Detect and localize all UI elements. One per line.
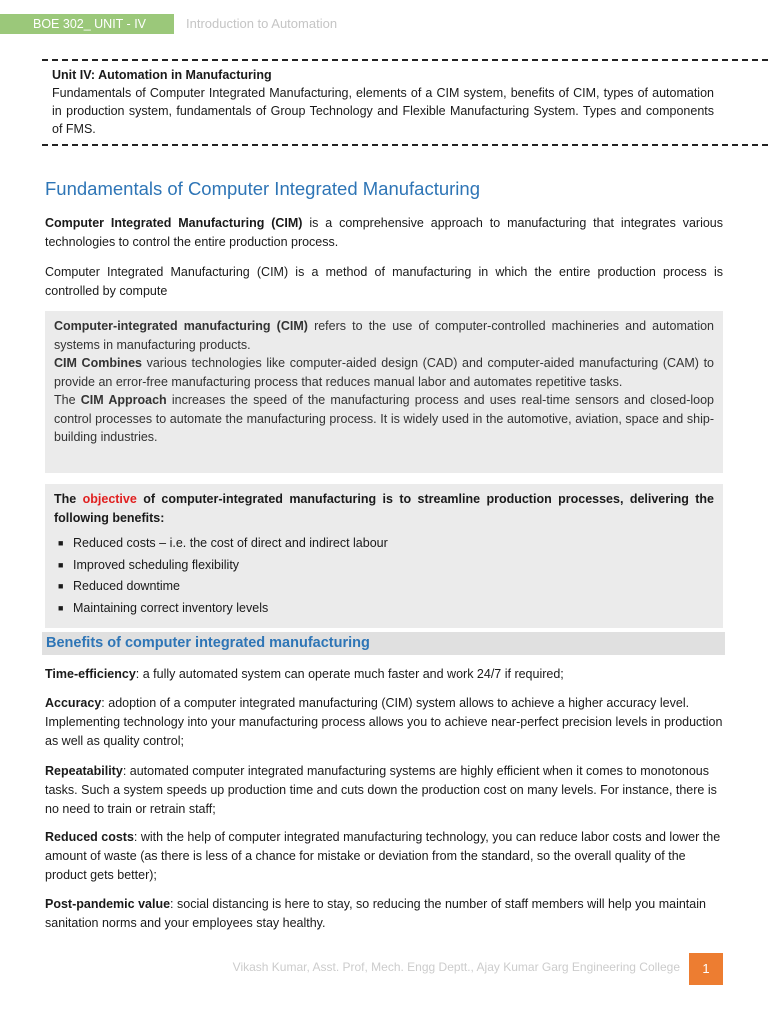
benefit-repeatability xyxy=(45,762,723,819)
page-header xyxy=(0,14,768,34)
intro-paragraph-1 xyxy=(45,214,723,252)
list-item-text: Reduced costs – i.e. the cost of direct and indirect labour xyxy=(73,536,388,550)
approach-term: CIM Approach xyxy=(80,393,167,407)
footer-credit: Vikash Kumar, Asst. Prof, Mech. Engg Deptt., Ajay Kumar Garg Engineering College xyxy=(232,960,680,974)
unit-description: Fundamentals of Computer Integrated Manufacturing, elements of a CIM system, benefits of CIM, types of automation in production system, fundamentals of Group Technology and Flexible Manufacturing System. Types and components of FMS. xyxy=(52,86,714,136)
objective-keyword: objective xyxy=(82,492,137,506)
section-heading-benefits-bar xyxy=(42,632,725,655)
combines-text: various technologies like computer-aided design (CAD) and computer-aided manufacturing (CAM) to provide an error-free manufacturing process that reduces manual labor and automates repetitive tasks. xyxy=(54,356,714,389)
list-item-text: Maintaining correct inventory levels xyxy=(73,600,269,615)
bullet-icon: ■ xyxy=(58,602,64,613)
unit-summary xyxy=(52,66,714,138)
unit-tag: BOE 302_ UNIT - IV xyxy=(0,14,174,34)
benefit-text: : with the help of computer integrated manufacturing technology, you can reduce labor costs and lower the amount of waste (as there is less of a chance for mistake or deviation from the standard, so the overall quality of the product gets better); xyxy=(45,830,721,882)
approach-prefix: The xyxy=(54,393,81,407)
cim-term: Computer Integrated Manufacturing (CIM) xyxy=(45,216,303,230)
list-item xyxy=(54,555,714,577)
definition-term: Computer-integrated manufacturing (CIM) xyxy=(54,319,308,333)
section-heading-benefits: Benefits of computer integrated manufacturing xyxy=(46,635,370,651)
approach-text: increases the speed of the manufacturing process and uses real-time sensors and closed-loop control processes to automate the manufacturing process. It is widely used in the automotive, aviation, space and ship-building industries. xyxy=(54,393,715,444)
benefit-accuracy xyxy=(45,694,723,751)
benefit-term: Time-efficiency xyxy=(45,667,136,681)
benefit-text: : automated computer integrated manufacturing systems are highly efficient when it comes to monotonous tasks. Such a system speeds up production time and cuts down the production cost on many levels. For instance, there is no need to train or retrain staff; xyxy=(45,764,717,816)
list-item-text: Reduced downtime xyxy=(73,579,181,593)
approach-line xyxy=(54,391,714,447)
objective-lead xyxy=(54,490,714,527)
combines-line xyxy=(54,354,714,391)
list-item xyxy=(54,598,714,620)
list-item-text: Improved scheduling flexibility xyxy=(73,557,240,572)
dashed-divider-bottom xyxy=(42,144,768,146)
benefit-text: : social distancing is here to stay, so reducing the number of staff members will help you maintain sanitation norms and your employees stay healthy. xyxy=(45,897,706,930)
bullet-icon: ■ xyxy=(58,581,64,591)
course-title: Introduction to Automation xyxy=(186,16,338,31)
benefit-bullet-list xyxy=(54,533,714,619)
benefit-term: Repeatability xyxy=(45,764,123,778)
cim-definition-box xyxy=(45,311,723,473)
benefit-text: : a fully automated system can operate much faster and work 24/7 if required; xyxy=(135,667,564,681)
benefit-term: Post-pandemic value xyxy=(45,897,171,911)
definition-line xyxy=(54,317,714,354)
intro-paragraph-2: Computer Integrated Manufacturing (CIM) is a method of manufacturing in which the entire production process is controlled by compute xyxy=(45,265,723,298)
objective-text: of computer-integrated manufacturing is to streamline production processes, delivering the following benefits: xyxy=(54,492,714,525)
section-heading-fundamentals: Fundamentals of Computer Integrated Manufacturing xyxy=(45,178,480,199)
list-item xyxy=(54,533,714,555)
unit-title: Unit IV: Automation in Manufacturing xyxy=(52,68,272,82)
benefit-text: : adoption of a computer integrated manufacturing (CIM) system allows to achieve a higher accuracy level. Implementing technology into your manufacturing process allows you to achieve near-perfect precision levels in production as well as quality control; xyxy=(45,696,723,748)
benefit-term: Accuracy xyxy=(45,696,102,710)
list-item xyxy=(54,576,714,598)
intro-paragraph-1-text: is a comprehensive approach to manufacturing that integrates various technologies to control the entire production process. xyxy=(45,216,723,249)
bullet-icon: ■ xyxy=(58,559,64,570)
benefit-term: Reduced costs xyxy=(45,830,134,844)
definition-text: refers to the use of computer-controlled machineries and automation systems in manufacturing products. xyxy=(54,319,715,352)
dashed-divider-top xyxy=(42,59,768,61)
combines-term: CIM Combines xyxy=(54,356,142,370)
objective-prefix: The xyxy=(54,492,83,506)
page-number: 1 xyxy=(689,953,723,985)
bullet-icon: ■ xyxy=(58,538,64,548)
benefit-reduced-costs xyxy=(45,828,723,885)
benefit-time-efficiency xyxy=(45,665,723,684)
objective-box xyxy=(45,484,723,628)
benefit-post-pandemic xyxy=(45,895,723,933)
